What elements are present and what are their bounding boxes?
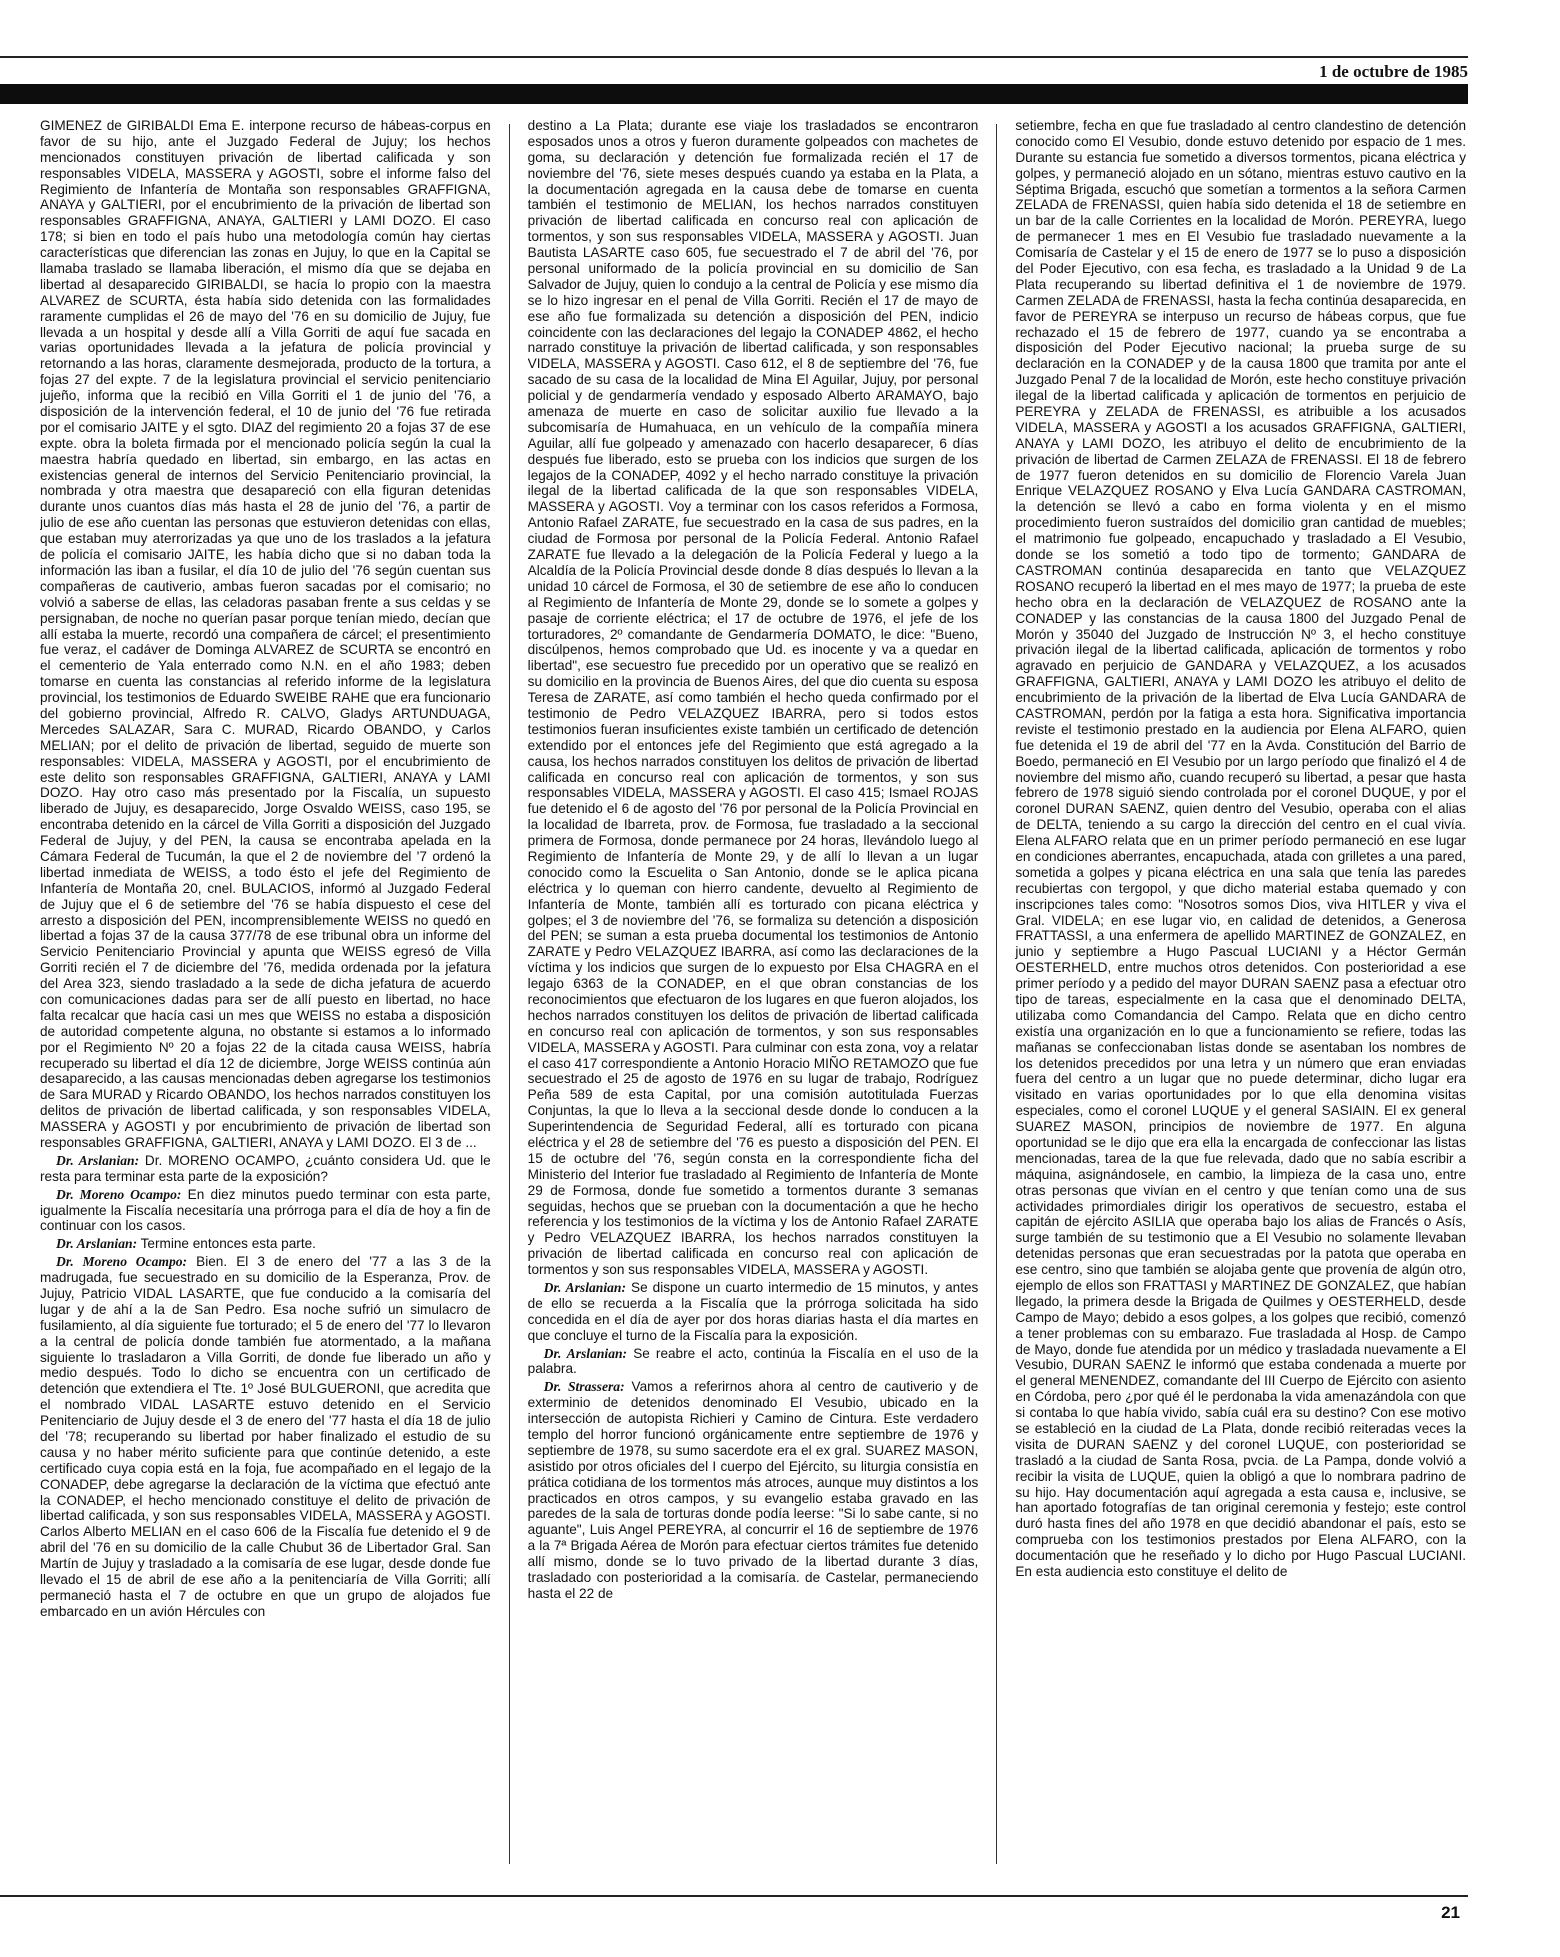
column-divider <box>509 124 510 1864</box>
speaker-name: Dr. Moreno Ocampo: <box>56 1254 188 1270</box>
speaker-name: Dr. Strassera: <box>543 1379 625 1395</box>
column-divider <box>996 124 997 1864</box>
speaker-name: Dr. Arslanian: <box>56 1236 138 1252</box>
issue-date: 1 de octubre de 1985 <box>1319 62 1468 81</box>
header-band <box>0 84 1468 104</box>
speaker-name: Dr. Moreno Ocampo: <box>56 1186 182 1202</box>
paragraph-text: GIMENEZ de GIRIBALDI Ema E. interpone recurso de hábeas-corpus en favor de su hijo, ante el Juzgado Federal de Jujuy; los hechos mencionados constituyen privación de libertad calificada y son responsables VIDELA, MASSERA y AGOSTI, sobre el informe falso del Regimiento de Infantería de Montaña son responsables GRAFFIGNA, ANAYA y GALTIERI, por el encubrimiento de la privación de libertad son responsables GRAFFIGNA, ANAYA, GALTIERI y LAMI DOZO. El caso 178; si bien en todo el país hubo una metodología común hay ciertas características que diferencian las zonas en Jujuy, lo que en la Capital se llamaba traslado se llamaba liberación, el mismo día que se dejaba en libertad al desaparecido GIRIBALDI, se hacía lo propio con la maestra ALVAREZ de SCURTA, ésta había sido detenida con las formalidades raramente cumplidas el 26 de mayo del '76 en su domicilio de Jujuy, fue llevada a un hospital y desde allí a Villa Gorriti de aquí fue sacada en varias oportunidades llevada a la jefatura de policía provincial y retornando a las horas, claramente desmejorada, producto de la tortura, a fojas 27 del expte. 7 de la legislatura provincial el servicio penitenciario jujeño, informa que la recibió en Villa Gorriti el 1 de junio del '76, a disposición de la intervención federal, el 10 de junio del '76 fue retirada por el comisario JAITE y el sgto. DIAZ del regimiento 20 a fojas 37 de ese expte. obra la boleta firmada por el mencionado policía según la cual la maestra habría quedado en libertad, sin embargo, en las actas en existencias general de internos del Servicio Penitenciario provincial, la nombrada y otra maestra que desapareció con ella figuran detenidas durante unos cuantos días más hasta el 28 de junio del '76, a partir de julio de ese año cuentan las personas que estuvieron detenidas con ellas, que estaban muy aterrorizadas ya que uno de los traslados a la jefatura de policía el comisario JAITE, les había dicho que si no daban toda la información las iban a fusilar, el día 10 de julio del '76 según cuentan sus compañeras de cautiverio, ambas fueron sacadas por el comisario; no volvió a saberse de ellas, las celadoras pasaban frente a sus celdas y se persignaban, de noche no querían pasar porque tenían miedo, decían que allí estaba la muerte, recordó una compañera de cárcel; el presentimiento fue veraz, el cadáver de Dominga ALVAREZ de SCURTA se encontró en el cementerio de Yala enterrado como N.N. en el año 1983; deben tomarse en cuenta las constancias al referido informe de la legislatura provincial, los testimonios de Eduardo SWEIBE RAHE que era funcionario del gobierno provincial, Alfredo R. CALVO, Gladys ARTUNDUAGA, Mercedes SALAZAR, Sara C. MURAD, Ricardo OBANDO, y Carlos MELIAN; por el delito de privación de libertad, seguido de muerte son responsables: VIDELA, MASSERA y AGOSTI, por el encubrimiento de este delito son responsables GRAFFIGNA, GALTIERI, ANAYA y LAMI DOZO. Hay otro caso más presentado por la Fiscalía, un supuesto liberado de Jujuy, es desaparecido, Jorge Osvaldo WEISS, caso 195, se encontraba detenido en la cárcel de Villa Gorriti a disposición del Juzgado Federal de Jujuy, y del PEN, la causa se encontraba apelada en la Cámara Federal de Tucumán, la que el 2 de noviembre del '7 ordenó la libertad inmediata de WEISS, a todo ésto el jefe del Regimiento de Infantería de Montaña 20, cnel. BULACIOS, informó al Juzgado Federal de Jujuy que el 6 de setiembre del '76 se había dispuesto el cese del arresto a disposición del PEN, incomprensiblemente WEISS no quedó en libertad a fojas 37 de la causa 377/78 de ese tribunal obra un informe del Servicio Penitenciario Provincial y apunta que WEISS egresó de Villa Gorriti recién el 7 de diciembre del '76, medida ordenada por la jefatura del Area 323, siendo trasladado a la sede de dicha jefatura de acuerdo con comunicaciones dadas para ser de allí puesto en libertad, no hace falta recalcar que hacía casi un mes que WEISS no estaba a disposición de autoridad competente alguna, no obstante si estamos a lo informado por el Regimiento Nº 20 a fojas 22 de la citada causa WEISS, habría recuperado su libertad el día 12 de diciembre, Jorge WEISS continúa aún desaparecido, a las causas mencionadas deben agregarse los testimonios de Sara MURAD y Ricardo OBANDO, los hechos narrados constituyen los delitos de privación de libertad calificada, y son responsables VIDELA, MASSERA y AGOSTI y por encubrimiento de privación de libertad son responsables GRAFFIGNA, GALTIERI, ANAYA y LAMI DOZO. El 3 de ... <box>40 118 491 1150</box>
page-number: 21 <box>1441 1903 1460 1922</box>
speaker-name: Dr. Arslanian: <box>543 1345 628 1361</box>
paragraph-text: Bien. El 3 de enero del '77 a las 3 de la madrugada, fue secuestrado en su domicilio de la Esperanza, Prov. de Jujuy, Patricio VIDAL LASARTE, que fue conducido a la comisaría del lugar y de ahí a la de San Pedro. Esa noche sufrió un simulacro de fusilamiento, al día siguiente fue torturado; el 5 de enero del '77 lo llevaron a la central de policía donde también fue atormentado, a la mañana siguiente lo trasladaron a Villa Gorriti, de donde fue liberado un año y medio después. Todo lo dicho se encuentra con un certificado de detención que extendiera el Tte. 1º José BULGUERONI, que acredita que el nombrado VIDAL LASARTE estuvo detenido en el Servicio Penitenciario de Jujuy desde el 3 de enero del '77 hasta el día 18 de julio del '78; recuperando su libertad por haber finalizado el estudio de su causa y no haber mérito suficiente para que continúe detenido, a este certificado cuya copia está en la foja, fue acompañado en el legajo de la CONADEP, debe agregarse la declaración de la víctima que efectuó ante la CONADEP, el hecho mencionado constituye el delito de privación de libertad calificada, y son sus responsables VIDELA, MASSERA y AGOSTI. Carlos Alberto MELIAN en el caso 606 de la Fiscalía fue detenido el 9 de abril del '76 en su domicilio de la calle Chubut 36 de Libertador Gral. San Martín de Jujuy y trasladado a la comisaría de ese lugar, desde donde fue llevado el 15 de abril de ese año a la penitenciaría de Villa Gorriti; allí permaneció hasta el 7 de octubre en que un grupo de alojados fue embarcado en un avión Hércules con <box>40 1254 491 1619</box>
paragraph-text: setiembre, fecha en que fue trasladado al centro clandestino de detención conocido como El Vesubio, donde estuvo detenido por espacio de 1 mes. Durante su estancia fue sometido a diversos tormentos, picana eléctrica y golpes, y permaneció alojado en un sótano, mientras estuvo cautivo en la Séptima Brigada, escuchó que sometían a tormentos a la señora Carmen ZELADA de FRENASSI, quien había sido detenida el 18 de setiembre en un bar de la calle Corrientes en la localidad de Morón. PEREYRA, luego de permanecer 1 mes en El Vesubio fue trasladado nuevamente a la Comisaría de Castelar y el 15 de enero de 1977 se lo puso a disposición del Poder Ejecutivo, con esa fecha, es trasladado a la Unidad 9 de La Plata recuperando su libertad definitiva el 1 de noviembre de 1979. Carmen ZELADA de FRENASSI, hasta la fecha continúa desaparecida, en favor de PEREYRA se interpuso un recurso de hábeas corpus, que fue rechazado el 15 de febrero de 1977, cuando ya se encontraba a disposición del Poder Ejecutivo nacional; la prueba surge de su declaración en la CONADEP y de la causa 1800 que tramita por ante el Juzgado Penal 7 de la localidad de Morón, este hecho constituye privación ilegal de la libertad calificada y aplicación de tormentos en perjuicio de PEREYRA y ZELADA de FRENASSI, es atribuible a los acusados VIDELA, MASSERA y AGOSTI a los acusados GRAFFIGNA, GALTIERI, ANAYA y LAMI DOZO, les atribuyo el delito de encubrimiento de la privación de libertad de Carmen ZELAZA de FRENASSI. El 18 de febrero de 1977 fueron detenidos en su domicilio de Florencio Varela Juan Enrique VELAZQUEZ ROSANO y Elva Lucía GANDARA CASTROMAN, la detención se llevó a cabo en forma violenta y en el mismo procedimiento fueron sustraídos del domicilio gran cantidad de muebles; el matrimonio fue golpeado, encapuchado y trasladado a El Vesubio, donde se los sometió a todo tipo de tormento; GANDARA de CASTROMAN continúa desaparecida en tanto que VELAZQUEZ ROSANO recuperó la libertad en el mes mayo de 1977; la prueba de este hecho obra en la declaración de VELAZQUEZ de ROSANO ante la CONADEP y las constancias de la causa 1800 del Juzgado Penal de Morón y 35040 del Juzgado de Instrucción Nº 3, el hecho constituye privación ilegal de la libertad calificada, aplicación de tormentos y robo agravado en perjuicio de GANDARA y VELAZQUEZ, a los acusados GRAFFIGNA, GALTIERI, ANAYA y LAMI DOZO les atribuyo el delito de encubrimiento de la privación de la libertad de Elva Lucía GANDARA de CASTROMAN, perdón por la fatiga a esta hora. Significativa importancia reviste el testimonio prestado en la audiencia por Elena ALFARO, quien fue detenida el 19 de abril del '77 en la Avda. Constitución del Barrio de Boedo, permaneció en El Vesubio por un largo período que finalizó el 4 de noviembre del mismo año, cuando recuperó su libertad, a pesar que hasta febrero de 1978 siguió siendo controlada por el coronel DUQUE, y por el coronel DURAN SAENZ, quien dentro del Vesubio, operaba con el alias de DELTA, teniendo a su cargo la dirección del centro en el cual vivía. Elena ALFARO relata que en un primer período permaneció en ese lugar en condiciones aberrantes, encapuchada, atada con grilletes a una pared, sometida a golpes y picana eléctrica en una sala que tenía las paredes recubiertas con tergopol, y que dicho material estaba quemado y con inscripciones tales como: "Nosotros somos Dios, viva HITLER y viva el Gral. VIDELA; en ese lugar vio, en calidad de detenidos, a Generosa FRATTASSI, a una enfermera de apellido MARTINEZ de GONZALEZ, en junio y septiembre a Hugo Pascual LUCIANI y a Héctor Germán OESTERHELD, entre muchos otros detenidos. Con posterioridad a ese primer período y a pedido del mayor DURAN SAENZ pasa a efectuar otro tipo de tareas, especialmente en la casa que el denominado DELTA, utilizaba como Comandancia del Campo. Relata que en dicho centro existía una organización en lo que a funcionamiento se refiere, todas las mañanas se confeccionaban listas donde se asentaban los nombres de los detenidos precedidos por una letra y un número que eran enviadas fuera del centro a un lugar que no puede determinar, dicho lugar era visitado en varias oportunidades por lo que ella denomina visitas especiales, como el coronel LUQUE y el general SASIAIN. El ex general SUAREZ MASON, principios de noviembre de 1977. En alguna oportunidad se le dijo que era ella la encargada de confeccionar las listas mencionadas, tarea de la que fue relevada, dado que no sabía escribir a máquina, asignándosele, en cambio, la limpieza de la casa uno, entre otras personas que vivían en el centro y que tenían como una de sus actividades primordiales dirigir los operativos de secuestro, estaba el capitán de ejército ASILIA que operaba bajo los alias de Francés o Asís, surge también de su testimonio que a El Vesubio no solamente llevaban detenidas personas que eran secuestradas por la patota que operaba en ese centro, sino que también se alojaba gente que provenía de algún otro, ejemplo de ellos son FRATTASI y MARTINEZ DE GONZALEZ, que habían llegado, la primera desde la Brigada de Quilmes y OESTERHELD, desde Campo de Mayo; debido a esos golpes, a los golpes que recibió, comenzó a tener problemas con su embarazo. Fue trasladada al Hosp. de Campo de Mayo, donde fue atendida por un médico y trasladada nuevamente a El Vesubio, DURAN SAENZ le informó que estaba condenada a muerte por el general MENENDEZ, comandante del III Cuerpo de Ejército con asiento en Córdoba, pero ¿por qué él le perdonaba la vida amenazándola con que si contaba lo que había vivido, sabía cuál era su destino? Con ese motivo se estableció en la ciudad de La Plata, donde recibió reiteradas veces la visita de DURAN SAENZ y del coronel LUQUE, con posterioridad se trasladó a la ciudad de Santa Rosa, pvcia. de La Pampa, donde volvió a recibir la visita de LUQUE, quien la obligó a que lo nombrara padrino de su hijo. Hay documentación aquí agregada a esta causa e, inclusive, se han aportado fotografías de tan original ceremonia y festejo; este control duró hasta fines del año 1978 en que decidió abandonar el país, esto se comprueba con los testimonios prestados por Elena ALFARO, con la documentación que he reseñado y lo dicho por Hugo Pascual LUCIANI. En esta audiencia esto constituye el delito de <box>1015 118 1467 1580</box>
speech-paragraph <box>40 1187 491 1235</box>
paragraph-text: En diez minutos puedo terminar con esta parte, igualmente la Fiscalía necesitaría una prórroga para el día de hoy a fin de continuar con los casos. <box>40 1186 491 1234</box>
text-paragraph <box>528 118 979 1278</box>
speech-paragraph <box>528 1280 979 1344</box>
speaker-name: Dr. Arslanian: <box>56 1152 140 1168</box>
speech-paragraph <box>528 1346 979 1378</box>
paragraph-text: Dr. MORENO OCAMPO, ¿cuánto considera Ud. que le resta para terminar esta parte de la exposición? <box>40 1152 491 1184</box>
speaker-name: Dr. Arslanian: <box>543 1280 626 1296</box>
column-2 <box>528 118 979 1878</box>
top-rule <box>0 56 1468 58</box>
bottom-rule <box>0 1895 1468 1897</box>
text-paragraph <box>1015 118 1466 1580</box>
paragraph-text: Se dispone un cuarto intermedio de 15 minutos, y antes de ello se recuerda a la Fiscalía que la prórroga solicitada ha sido concedida en el día de ayer por dos horas diarias hasta el día martes en que concluye el turno de la Fiscalía para la exposición. <box>527 1280 979 1343</box>
speech-paragraph <box>40 1153 491 1185</box>
column-3 <box>1015 118 1466 1878</box>
paragraph-text: Vamos a referirnos ahora al centro de cautiverio y de exterminio de detenidos denominado El Vesubio, ubicado en la intersección de autopista Richieri y Camino de Cintura. Este verdadero templo del horror funcionó orgánicamente entre septiembre de 1976 y septiembre de 1978, su sumo sacerdote era el ex gral. SUAREZ MASON, asistido por otros oficiales del I cuerpo del Ejército, su liturgia consistía en prática cotidiana de los tormentos más atroces, aunque muy distintos a los practicados en otros campos, y su evangelio estaba gravado en las paredes de la sala de torturas donde podía leerse: "Si lo sabe cante, si no aguante", Luis Angel PEREYRA, al concurrir el 16 de septiembre de 1976 a la 7ª Brigada Aérea de Morón para efectuar ciertos trámites fue detenido allí mismo, donde se lo tuvo privado de la libertad durante 3 días, trasladado con posterioridad a la comisaría. de Castelar, permaneciendo hasta el 22 de <box>527 1379 979 1601</box>
paragraph-text: Se reabre el acto, continúa la Fiscalía en el uso de la palabra. <box>527 1345 979 1377</box>
speech-paragraph <box>528 1379 979 1601</box>
article-body <box>40 118 1466 1878</box>
paragraph-text: destino a La Plata; durante ese viaje los trasladados se encontraron esposados unos a otros y fueron duramente golpeados con machetes de goma, su declaración y detención fue formalizada recién el 17 de noviembre del '76, siete meses después cuando ya estaba en la Plata, a la documentación agregada en la causa debe de tomarse en cuenta también el testimonio de MELIAN, los hechos narrados constituyen privación de libertad calificada en concurso real con aplicación de tormentos, y son sus responsables VIDELA, MASSERA y AGOSTI. Juan Bautista LASARTE caso 605, fue secuestrado el 7 de abril del '76, por personal uniformado de la policía provincial en su domicilio de San Salvador de Jujuy, quien lo condujo a la central de Policía y ese mismo día se lo hizo ingresar en el penal de Villa Gorriti. Recién el 17 de mayo de ese año fue formalizada su detención a disposición del PEN, indicio coincidente con las declaraciones del legajo la CONADEP 4862, el hecho narrado constituye la privación de libertad calificada, y son responsables VIDELA, MASSERA y AGOSTI. Caso 612, el 8 de septiembre del '76, fue sacado de su casa de la localidad de Mina El Aguilar, Jujuy, por personal policial y de gendarmería vendado y esposado Alberto ARAMAYO, bajo amenaza de muerte en caso de solicitar auxilio fue llevado a la subcomisaría de Humahuaca, en un vehículo de la compañía minera Aguilar, allí fue golpeado y amenazado con hacerlo desaparecer, 6 días después fue liberado, esto se prueba con los indicios que surgen de los legajos de la CONADEP, 4092 y el hecho narrado constituye la privación ilegal de la libertad calificada de la que son responsables VIDELA, MASSERA y AGOSTI. Voy a terminar con los casos referidos a Formosa, Antonio Rafael ZARATE, fue secuestrado en la casa de sus padres, en la ciudad de Formosa por personal de la Policía Federal. Antonio Rafael ZARATE fue llevado a la delegación de la Policía Federal y luego a la Alcaldía de la Policía Provincial desde donde 8 días después lo llevan a la unidad 10 cárcel de Formosa, el 30 de setiembre de ese año lo conducen al Regimiento de Infantería de Monte 29, donde se lo somete a golpes y pasaje de corriente eléctrica; el 17 de octubre de 1976, el jefe de los torturadores, 2º comandante de Gendarmería DOMATO, le dice: "Bueno, discúlpenos, hemos comprobado que Ud. es inocente y va a quedar en libertad", ese secuestro fue precedido por un operativo que se realizó en su domicilio en la provincia de Buenos Aires, del que dio cuenta su esposa Teresa de ZARATE, así como también el hecho queda confirmado por el testimonio de Pedro VELAZQUEZ IBARRA, pero si todos estos testimonios fueran insuficientes existe también un certificado de detención extendido por el entonces jefe del Regimiento que está agregado a la causa, los hechos narrados constituyen los delitos de privación de libertad calificada en concurso real con aplicación de tormentos, y son sus responsables VIDELA, MASSERA y AGOSTI. El caso 415; Ismael ROJAS fue detenido el 6 de agosto del '76 por personal de la Policía Provincial en la localidad de Ibarreta, prov. de Formosa, fue trasladado a la seccional primera de Formosa, donde permanece por 24 horas, llevándolo luego al Regimiento de Infantería de Monte 29, y de allí lo llevan a un lugar conocido como la Escuelita o San Antonio, donde se le aplica picana eléctrica y lo queman con hierro candente, devuelto al Regimiento de Infantería de Monte, también allí es torturado con picana eléctrica y golpes; el 3 de noviembre del '76, se formaliza su detención a disposición del PEN; se suman a esta prueba documental los testimonios de Antonio ZARATE y Pedro VELAZQUEZ IBARRA, así como las declaraciones de la víctima y los indicios que surgen de lo expuesto por Elsa CHAGRA en el legajo 6363 de la CONADEP, en el que obran constancias de los reconocimientos que efectuaron de los lugares en que fueron alojados, los hechos narrados constituyen los delitos de privación de libertad calificada en concurso real con aplicación de tormentos, y son sus responsables VIDELA, MASSERA y AGOSTI. Para culminar con esta zona, voy a relatar el caso 417 correspondiente a Antonio Horacio MIÑO RETAMOZO que fue secuestrado el 25 de agosto de 1976 en su lugar de trabajo, Rodríguez Peña 589 de esta Capital, por una comisión autotitulada Fuerzas Conjuntas, la que lo lleva a la seccional desde donde lo conducen a la Superintendencia de Seguridad Federal, allí es torturado con picana eléctrica y el 28 de setiembre del '76 es puesto a disposición del PEN. El 15 de octubre del '76, según consta en la correspondiente ficha del Ministerio del Interior fue trasladado al Regimiento de Infantería de Monte 29 de Formosa, donde fue sometido a tormentos durante 3 semanas seguidas, hechos que se prueban con la documentación a que he hecho referencia y los testimonios de la víctima y los de Antonio Rafael ZARATE y Pedro VELAZQUEZ IBARRA, los hechos narrados constituyen la privación de libertad calificada en concurso real con aplicación de tormentos y son sus responsables VIDELA, MASSERA y AGOSTI. <box>527 118 979 1278</box>
paragraph-text: Termine entonces esta parte. <box>137 1236 316 1252</box>
speech-paragraph <box>40 1236 491 1252</box>
text-paragraph <box>40 118 491 1151</box>
speech-paragraph <box>40 1254 491 1619</box>
column-1 <box>40 118 491 1878</box>
